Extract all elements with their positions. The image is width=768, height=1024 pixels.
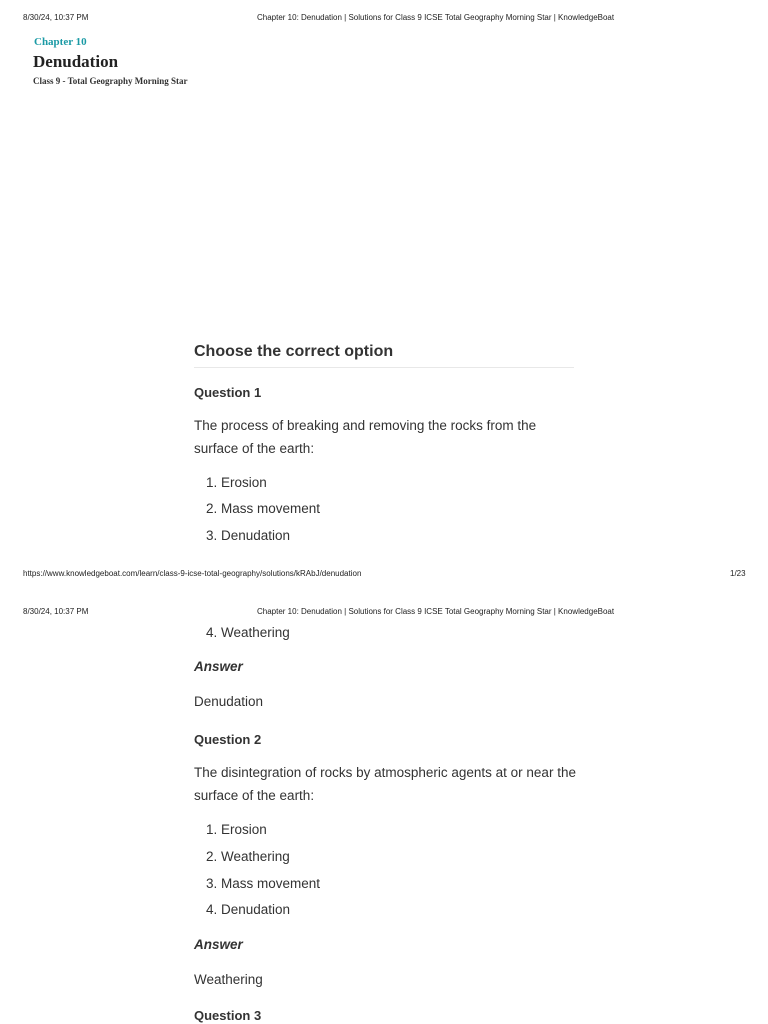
- question-2-answer: Weathering: [194, 972, 263, 987]
- question-1-text: The process of breaking and removing the rocks from the surface of the earth:: [194, 418, 537, 456]
- print-page-title: Chapter 10: Denudation | Solutions for Class 9 ICSE Total Geography Morning Star | KnowledgeBoat: [257, 13, 615, 22]
- question-2-option-4: 4. Denudation: [206, 902, 291, 917]
- question-2-option-1: 1. Erosion: [206, 822, 267, 837]
- question-2-option-2: 2. Weathering: [206, 849, 290, 864]
- question-1-option-4: 4. Weathering: [206, 625, 290, 640]
- question-1-option-3: 3. Denudation: [206, 528, 291, 543]
- question-1-option-1: 1. Erosion: [206, 475, 267, 490]
- print-page-title-page-2: Chapter 10: Denudation | Solutions for Class 9 ICSE Total Geography Morning Star | KnowledgeBoat: [257, 607, 615, 616]
- section-divider: [194, 367, 574, 368]
- question-2-heading: Question 2: [194, 732, 262, 747]
- question-1-answer-label: Answer: [194, 659, 243, 674]
- question-2-option-3: 3. Mass movement: [206, 876, 321, 891]
- question-1-heading: Question 1: [194, 385, 262, 400]
- print-page-number: 1/23: [730, 569, 746, 578]
- chapter-subtitle: Class 9 - Total Geography Morning Star: [33, 76, 188, 86]
- question-2-answer-label: Answer: [194, 937, 243, 952]
- print-url: https://www.knowledgeboat.com/learn/class-9-icse-total-geography/solutions/kRAbJ/denudation: [23, 569, 362, 578]
- section-title: Choose the correct option: [194, 343, 394, 360]
- question-2-text: The disintegration of rocks by atmospheric agents at or near the surface of the earth:: [194, 765, 576, 803]
- chapter-title: Denudation: [33, 52, 119, 71]
- print-datetime-page-2: 8/30/24, 10:37 PM: [23, 607, 89, 616]
- chapter-label: Chapter 10: [34, 36, 87, 48]
- question-3-heading: Question 3: [194, 1008, 262, 1023]
- question-1-option-2: 2. Mass movement: [206, 501, 321, 516]
- question-1-answer: Denudation: [194, 694, 264, 709]
- print-datetime: 8/30/24, 10:37 PM: [23, 13, 89, 22]
